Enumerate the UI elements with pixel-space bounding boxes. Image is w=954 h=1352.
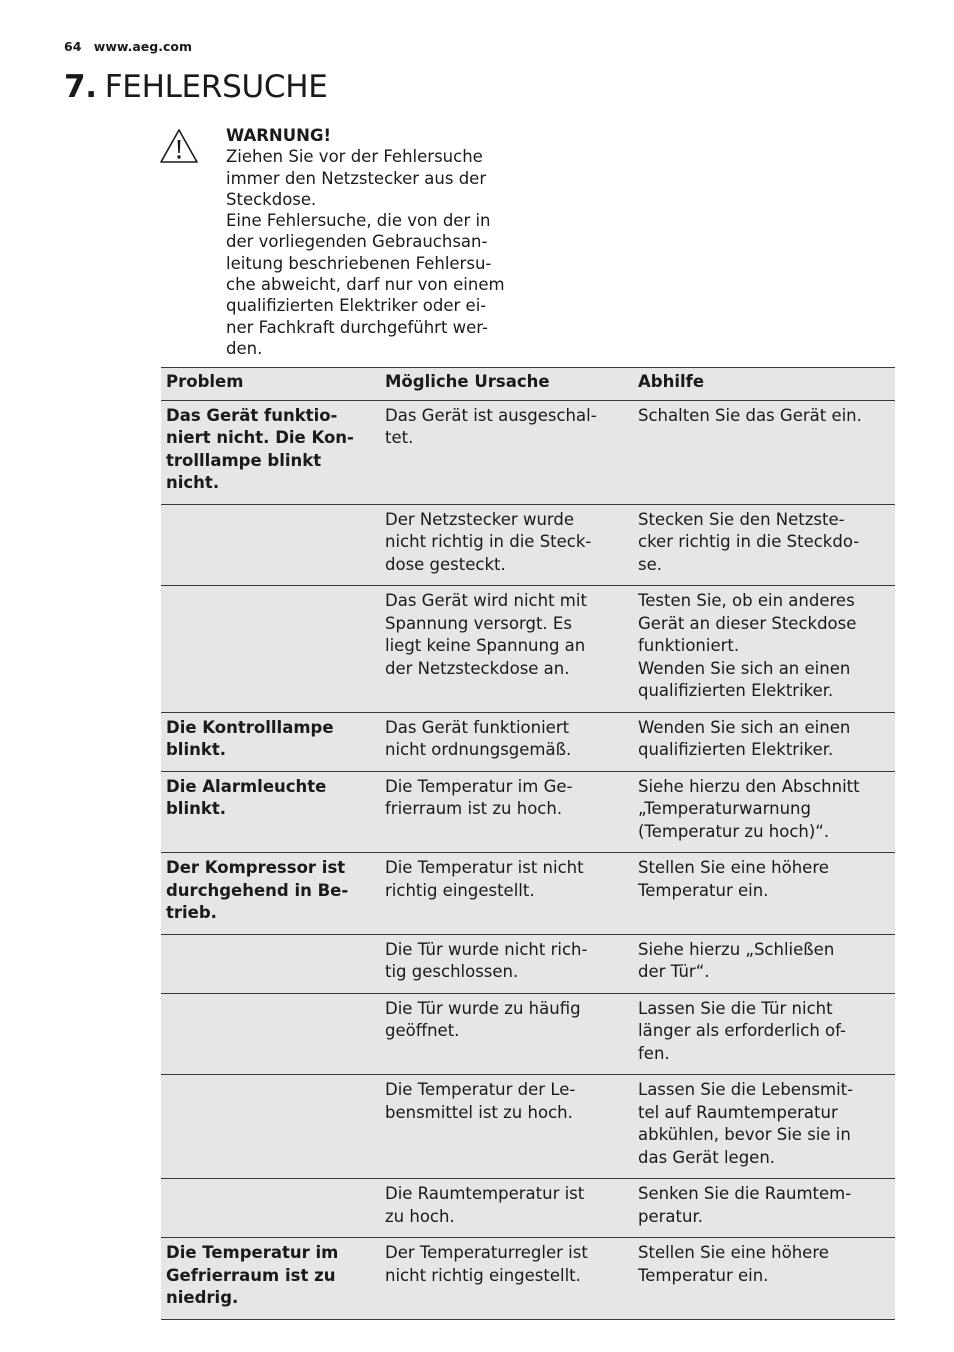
problem-cell bbox=[161, 504, 380, 586]
cell-line: Stellen Sie eine höhere bbox=[638, 1243, 829, 1262]
cell-line: Spannung versorgt. Es bbox=[385, 613, 572, 633]
cause-cell bbox=[380, 934, 633, 993]
cause-cell bbox=[380, 1179, 633, 1238]
cell-line: Die Kontrolllampe bbox=[166, 717, 334, 737]
remedy-cell bbox=[633, 853, 895, 935]
table-row bbox=[161, 504, 895, 586]
warning-box bbox=[226, 125, 526, 359]
cell-line: niedrig. bbox=[166, 1288, 239, 1307]
cause-cell bbox=[380, 586, 633, 713]
cell-line: Wenden Sie sich an einen bbox=[638, 717, 851, 737]
cell-line: nicht richtig eingestellt. bbox=[385, 1265, 581, 1285]
cell-line: Die Tür wurde nicht rich- bbox=[385, 939, 588, 959]
chapter-title bbox=[64, 66, 328, 108]
cell-line: frierraum ist zu hoch. bbox=[385, 799, 563, 818]
chapter-number: 7. bbox=[64, 69, 97, 105]
warning-line: ner Fachkraft durchgeführt wer- bbox=[226, 317, 488, 337]
warning-line: qualifizierten Elektriker oder ei- bbox=[226, 296, 487, 316]
cell-line: Senken Sie die Raumtem- bbox=[638, 1184, 852, 1203]
cell-line: Der Netzstecker wurde bbox=[385, 509, 575, 529]
cell-line: dose gesteckt. bbox=[385, 554, 506, 574]
table-row bbox=[161, 400, 895, 504]
problem-cell bbox=[161, 712, 380, 771]
cell-line: Stecken Sie den Netzste- bbox=[638, 509, 845, 529]
warning-body bbox=[226, 146, 526, 359]
warning-line: Steckdose. bbox=[226, 189, 317, 209]
page-header bbox=[64, 39, 192, 54]
cell-line: Die Temperatur im bbox=[166, 1243, 339, 1262]
cell-line: Testen Sie, ob ein anderes bbox=[638, 591, 855, 610]
problem-cell bbox=[161, 853, 380, 935]
cell-line: peratur. bbox=[638, 1206, 703, 1226]
cell-line: blinkt. bbox=[166, 799, 226, 818]
cell-line: nicht richtig in die Steck- bbox=[385, 532, 592, 551]
warning-line: immer den Netzstecker aus der bbox=[226, 168, 487, 188]
warning-line: leitung beschriebenen Fehlersu- bbox=[226, 253, 492, 273]
table-row bbox=[161, 1075, 895, 1179]
cell-line: tig geschlossen. bbox=[385, 962, 519, 981]
remedy-cell bbox=[633, 586, 895, 713]
cell-line: Lassen Sie die Tür nicht bbox=[638, 998, 833, 1018]
table-row bbox=[161, 771, 895, 853]
table-row bbox=[161, 1238, 895, 1320]
warning-line: Ziehen Sie vor der Fehlersuche bbox=[226, 147, 483, 167]
table-row bbox=[161, 712, 895, 771]
problem-cell bbox=[161, 1179, 380, 1238]
cell-line: Die Alarmleuchte bbox=[166, 776, 327, 796]
site-url: www.aeg.com bbox=[93, 39, 192, 54]
cell-line: trieb. bbox=[166, 903, 217, 922]
cell-line: qualifizierten Elektriker. bbox=[638, 681, 834, 700]
remedy-cell bbox=[633, 1238, 895, 1320]
table-row bbox=[161, 853, 895, 935]
cell-line: Die Raumtemperatur ist bbox=[385, 1184, 585, 1203]
problem-cell bbox=[161, 1075, 380, 1179]
cause-cell bbox=[380, 400, 633, 504]
cell-line: Wenden Sie sich an einen bbox=[638, 658, 851, 678]
cell-line: se. bbox=[638, 554, 662, 574]
cell-line: Temperatur ein. bbox=[638, 1265, 769, 1285]
cell-line: Der Temperaturregler ist bbox=[385, 1243, 588, 1262]
cause-cell bbox=[380, 504, 633, 586]
cell-line: Das Gerät funktioniert bbox=[385, 717, 570, 737]
cell-line: „Temperaturwarnung bbox=[638, 799, 811, 818]
warning-line: Eine Fehlersuche, die von der in bbox=[226, 211, 491, 231]
remedy-cell bbox=[633, 504, 895, 586]
cell-line: Die Temperatur im Ge- bbox=[385, 776, 573, 796]
cell-line: Das Gerät ist ausgeschal- bbox=[385, 405, 597, 425]
troubleshooting-table bbox=[161, 367, 895, 1320]
warning-line: der vorliegenden Gebrauchsan- bbox=[226, 232, 488, 252]
cell-line: trolllampe blinkt bbox=[166, 450, 322, 470]
cell-line: Gerät an dieser Steckdose bbox=[638, 613, 857, 633]
remedy-cell bbox=[633, 771, 895, 853]
header-remedy: Abhilfe bbox=[633, 368, 895, 401]
cause-cell bbox=[380, 771, 633, 853]
remedy-cell bbox=[633, 1075, 895, 1179]
cell-line: abkühlen, bevor Sie sie in bbox=[638, 1125, 851, 1144]
cell-line: qualifizierten Elektriker. bbox=[638, 740, 834, 759]
cell-line: liegt keine Spannung an bbox=[385, 636, 586, 655]
cell-line: blinkt. bbox=[166, 740, 226, 759]
cell-line: Das Gerät wird nicht mit bbox=[385, 591, 587, 610]
problem-cell bbox=[161, 400, 380, 504]
cell-line: der Tür“. bbox=[638, 962, 710, 981]
problem-cell bbox=[161, 934, 380, 993]
cell-line: niert nicht. Die Kon- bbox=[166, 428, 354, 447]
page-number: 64 bbox=[64, 39, 82, 54]
cell-line: durchgehend in Be- bbox=[166, 880, 349, 900]
cell-line: länger als erforderlich of- bbox=[638, 1021, 846, 1040]
table-header-row bbox=[161, 368, 895, 401]
cell-line: fen. bbox=[638, 1043, 670, 1063]
cell-line: nicht. bbox=[166, 473, 220, 492]
table-row bbox=[161, 934, 895, 993]
cell-line: zu hoch. bbox=[385, 1206, 455, 1226]
table-row bbox=[161, 993, 895, 1075]
remedy-cell bbox=[633, 993, 895, 1075]
cell-line: (Temperatur zu hoch)“. bbox=[638, 821, 830, 841]
cell-line: Gefrierraum ist zu bbox=[166, 1265, 336, 1285]
cell-line: richtig eingestellt. bbox=[385, 880, 535, 900]
problem-cell bbox=[161, 993, 380, 1075]
table-row bbox=[161, 586, 895, 713]
cell-line: Schalten Sie das Gerät ein. bbox=[638, 405, 862, 425]
cell-line: tet. bbox=[385, 428, 414, 447]
cause-cell bbox=[380, 853, 633, 935]
cell-line: Siehe hierzu den Abschnitt bbox=[638, 776, 860, 796]
cell-line: tel auf Raumtemperatur bbox=[638, 1102, 838, 1122]
problem-cell bbox=[161, 586, 380, 713]
remedy-cell bbox=[633, 934, 895, 993]
cause-cell bbox=[380, 1238, 633, 1320]
cell-line: der Netzsteckdose an. bbox=[385, 658, 570, 678]
cell-line: funktioniert. bbox=[638, 636, 740, 655]
cause-cell bbox=[380, 712, 633, 771]
problem-cell bbox=[161, 771, 380, 853]
warning-title: WARNUNG! bbox=[226, 126, 332, 145]
cell-line: Die Tür wurde zu häufig bbox=[385, 998, 581, 1018]
warning-line: den. bbox=[226, 338, 263, 358]
table-row bbox=[161, 1179, 895, 1238]
cell-line: nicht ordnungsgemäß. bbox=[385, 740, 572, 759]
cell-line: Das Gerät funktio- bbox=[166, 405, 338, 425]
cell-line: Die Temperatur der Le- bbox=[385, 1080, 576, 1099]
cell-line: geöffnet. bbox=[385, 1021, 460, 1040]
header-cause: Mögliche Ursache bbox=[380, 368, 633, 401]
cell-line: Siehe hierzu „Schließen bbox=[638, 939, 835, 959]
cause-cell bbox=[380, 1075, 633, 1179]
cell-line: Der Kompressor ist bbox=[166, 858, 346, 877]
cell-line: Temperatur ein. bbox=[638, 880, 769, 900]
warning-line: che abweicht, darf nur von einem bbox=[226, 275, 505, 295]
cell-line: das Gerät legen. bbox=[638, 1147, 776, 1167]
warning-triangle-icon bbox=[159, 127, 199, 165]
chapter-title-text: FEHLERSUCHE bbox=[104, 69, 328, 105]
problem-cell bbox=[161, 1238, 380, 1320]
cell-line: Stellen Sie eine höhere bbox=[638, 858, 829, 877]
cell-line: bensmittel ist zu hoch. bbox=[385, 1102, 573, 1122]
cell-line: cker richtig in die Steckdo- bbox=[638, 532, 860, 551]
cell-line: Lassen Sie die Lebensmit- bbox=[638, 1080, 854, 1099]
header-problem: Problem bbox=[161, 368, 380, 401]
cause-cell bbox=[380, 993, 633, 1075]
remedy-cell bbox=[633, 1179, 895, 1238]
remedy-cell bbox=[633, 712, 895, 771]
cell-line: Die Temperatur ist nicht bbox=[385, 858, 584, 877]
remedy-cell bbox=[633, 400, 895, 504]
